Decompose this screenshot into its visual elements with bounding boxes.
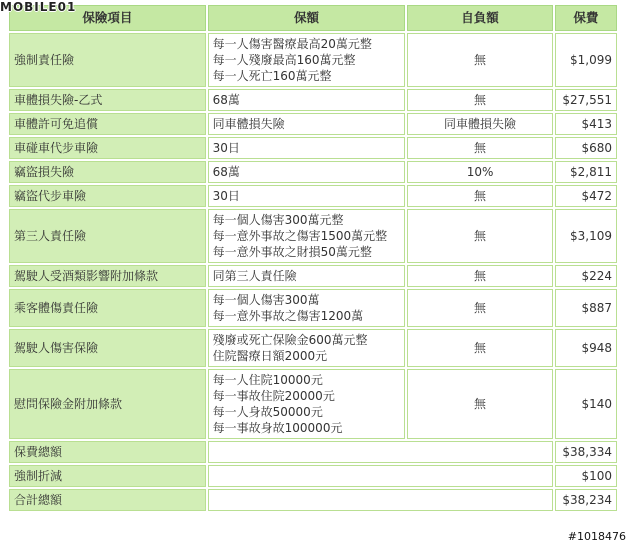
insurance-table bbox=[7, 3, 619, 513]
row-name: 強制責任險 bbox=[9, 33, 206, 87]
row-premium: $27,551 bbox=[555, 89, 617, 111]
coverage-line: 每一個人傷害300萬 bbox=[212, 293, 320, 307]
row-coverage bbox=[208, 209, 406, 263]
coverage-line: 每一人住院10000元 bbox=[212, 373, 323, 387]
coverage-line: 每一個人傷害300萬元整 bbox=[212, 213, 344, 227]
coverage-line: 每一人死亡160萬元整 bbox=[212, 69, 332, 83]
summary-blank bbox=[208, 489, 553, 511]
summary-name: 強制折減 bbox=[9, 465, 206, 487]
row-premium: $1,099 bbox=[555, 33, 617, 87]
coverage-line: 68萬 bbox=[212, 93, 240, 107]
row-premium: $2,811 bbox=[555, 161, 617, 183]
row-name: 乘客體傷責任險 bbox=[9, 289, 206, 327]
table-row bbox=[9, 209, 617, 263]
table-row bbox=[9, 161, 617, 183]
table-row bbox=[9, 369, 617, 439]
table-row bbox=[9, 89, 617, 111]
row-coverage bbox=[208, 185, 406, 207]
row-coverage bbox=[208, 369, 406, 439]
summary-row-grand-total bbox=[9, 489, 617, 511]
header-coverage: 保額 bbox=[208, 5, 406, 31]
row-deductible: 無 bbox=[407, 369, 552, 439]
row-premium: $413 bbox=[555, 113, 617, 135]
table-row bbox=[9, 113, 617, 135]
summary-premium: $38,234 bbox=[555, 489, 617, 511]
row-name: 第三人責任險 bbox=[9, 209, 206, 263]
row-name: 駕駛人受酒類影響附加條款 bbox=[9, 265, 206, 287]
summary-blank bbox=[208, 441, 553, 463]
header-row bbox=[9, 5, 617, 31]
row-deductible: 無 bbox=[407, 289, 552, 327]
coverage-line: 每一意外事故之傷害1200萬 bbox=[212, 309, 364, 323]
table-row bbox=[9, 185, 617, 207]
row-name: 駕駛人傷害保險 bbox=[9, 329, 206, 367]
header-premium: 保費 bbox=[555, 5, 617, 31]
row-premium: $887 bbox=[555, 289, 617, 327]
row-coverage bbox=[208, 33, 406, 87]
row-coverage bbox=[208, 329, 406, 367]
summary-premium: $100 bbox=[555, 465, 617, 487]
coverage-line: 每一事故住院20000元 bbox=[212, 389, 335, 403]
row-premium: $3,109 bbox=[555, 209, 617, 263]
coverage-line: 同車體損失險 bbox=[212, 117, 285, 131]
table-row bbox=[9, 289, 617, 327]
table-row bbox=[9, 137, 617, 159]
row-deductible: 無 bbox=[407, 185, 552, 207]
row-name: 慰問保險金附加條款 bbox=[9, 369, 206, 439]
summary-row-total bbox=[9, 441, 617, 463]
table-row bbox=[9, 33, 617, 87]
row-deductible: 無 bbox=[407, 33, 552, 87]
row-name: 車體損失險-乙式 bbox=[9, 89, 206, 111]
row-name: 車體許可免追償 bbox=[9, 113, 206, 135]
summary-name: 保費總額 bbox=[9, 441, 206, 463]
row-coverage bbox=[208, 113, 406, 135]
row-coverage bbox=[208, 137, 406, 159]
coverage-line: 每一人殘廢最高160萬元整 bbox=[212, 53, 356, 67]
row-deductible: 無 bbox=[407, 137, 552, 159]
row-deductible: 10% bbox=[407, 161, 552, 183]
row-coverage bbox=[208, 89, 406, 111]
row-name: 竊盜損失險 bbox=[9, 161, 206, 183]
coverage-line: 68萬 bbox=[212, 165, 240, 179]
row-deductible: 同車體損失險 bbox=[407, 113, 552, 135]
coverage-line: 30日 bbox=[212, 189, 240, 203]
row-coverage bbox=[208, 289, 406, 327]
row-name: 竊盜代步車險 bbox=[9, 185, 206, 207]
coverage-line: 殘廢或死亡保險金600萬元整 bbox=[212, 333, 368, 347]
coverage-line: 每一事故身故100000元 bbox=[212, 421, 343, 435]
row-deductible: 無 bbox=[407, 209, 552, 263]
row-premium: $680 bbox=[555, 137, 617, 159]
table-row bbox=[9, 329, 617, 367]
coverage-line: 每一意外事故之財損50萬元整 bbox=[212, 245, 372, 259]
row-premium: $140 bbox=[555, 369, 617, 439]
row-premium: $472 bbox=[555, 185, 617, 207]
row-deductible: 無 bbox=[407, 89, 552, 111]
image-id-watermark: #1018476 bbox=[567, 530, 626, 543]
row-coverage bbox=[208, 161, 406, 183]
summary-name: 合計總額 bbox=[9, 489, 206, 511]
coverage-line: 每一意外事故之傷害1500萬元整 bbox=[212, 229, 388, 243]
coverage-line: 每一人傷害醫療最高20萬元整 bbox=[212, 37, 372, 51]
coverage-line: 同第三人責任險 bbox=[212, 269, 297, 283]
row-premium: $948 bbox=[555, 329, 617, 367]
row-name: 車碰車代步車險 bbox=[9, 137, 206, 159]
coverage-line: 30日 bbox=[212, 141, 240, 155]
coverage-line: 住院醫療日額2000元 bbox=[212, 349, 328, 363]
site-watermark: MOBILE01 bbox=[0, 0, 77, 14]
row-deductible: 無 bbox=[407, 265, 552, 287]
coverage-line: 每一人身故50000元 bbox=[212, 405, 323, 419]
table-row bbox=[9, 265, 617, 287]
row-coverage bbox=[208, 265, 406, 287]
summary-premium: $38,334 bbox=[555, 441, 617, 463]
row-premium: $224 bbox=[555, 265, 617, 287]
summary-blank bbox=[208, 465, 553, 487]
summary-row-discount bbox=[9, 465, 617, 487]
header-deductible: 自負額 bbox=[407, 5, 552, 31]
header-item: 保險項目 bbox=[9, 5, 206, 31]
row-deductible: 無 bbox=[407, 329, 552, 367]
